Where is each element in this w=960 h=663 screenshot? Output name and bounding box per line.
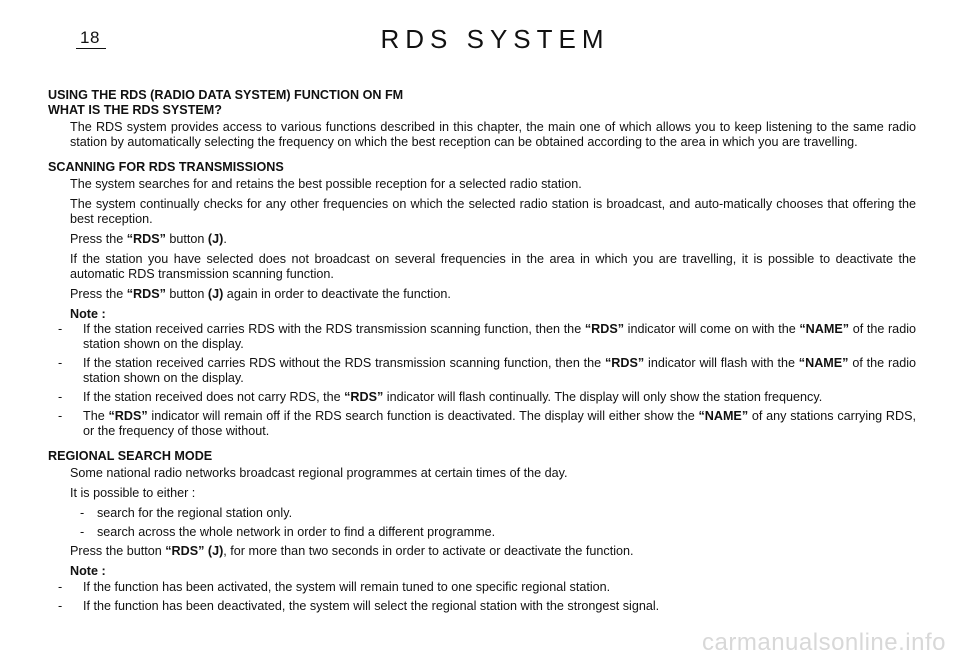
option-item <box>80 506 916 521</box>
option-item <box>80 525 916 540</box>
bullet-dash: - <box>58 390 63 404</box>
note-label: Note : <box>70 307 106 321</box>
bullet-dash: - <box>58 356 63 370</box>
regional-paragraph-1: Some national radio networks broadcast regional programmes at certain times of the day. <box>70 466 568 480</box>
text-run: indicator will flash continually. The display will only show the station frequency. <box>383 390 823 404</box>
text-run: . <box>223 232 227 246</box>
name-label: “NAME” <box>799 322 850 336</box>
note-text <box>83 322 916 352</box>
rds-label: “RDS” <box>584 322 625 336</box>
bullet-dash: - <box>80 525 85 539</box>
text-run: button <box>165 287 208 301</box>
text-run: Press the <box>70 287 127 301</box>
manual-content <box>48 88 916 618</box>
text-run: Press the <box>70 232 127 246</box>
option-text: search for the regional station only. <box>97 506 293 520</box>
regional-paragraph-3 <box>70 544 916 559</box>
text-run: Press the button <box>70 544 166 558</box>
note-text: If the function has been activated, the system will remain tuned to one specific regional station. <box>83 580 611 594</box>
scanning-paragraph-3 <box>70 232 916 247</box>
scanning-paragraph-4: If the station you have selected does not broadcast on several frequencies in the area in which you are travelling, it is possible to deactivate the automatic RDS transmission scanning function. <box>70 252 916 281</box>
watermark: carmanualsonline.info <box>702 629 946 656</box>
text-run: If the station received carries RDS with the RDS transmission scanning function, then the <box>83 322 585 336</box>
rds-button-label: “RDS” (J) <box>165 544 224 558</box>
note-item <box>58 390 916 405</box>
section-heading-regional: REGIONAL SEARCH MODE <box>48 449 213 463</box>
section-heading-scanning: SCANNING FOR RDS TRANSMISSIONS <box>48 160 284 174</box>
name-label: “NAME” <box>798 356 849 370</box>
button-j-label: (J) <box>207 232 224 246</box>
page-number: 18 <box>80 28 100 47</box>
note-text <box>83 356 916 386</box>
bullet-dash: - <box>58 409 63 423</box>
text-run: button <box>165 232 208 246</box>
scanning-paragraph-2: The system continually checks for any other frequencies on which the selected radio station is broadcast, and auto-matically chooses that offering the best reception. <box>70 197 916 226</box>
scanning-paragraph-1: The system searches for and retains the best possible reception for a selected radio station. <box>70 177 582 191</box>
section-heading-rds-usage: USING THE RDS (RADIO DATA SYSTEM) FUNCTION ON FM <box>48 88 404 102</box>
text-run: , for more than two seconds in order to activate or deactivate the function. <box>223 544 634 558</box>
bullet-dash: - <box>58 322 63 336</box>
name-label: “NAME” <box>698 409 749 423</box>
note-item <box>58 322 916 352</box>
button-j-label: (J) <box>207 287 224 301</box>
intro-paragraph: The RDS system provides access to various functions described in this chapter, the main one of which allows you to keep listening to the same radio station by automatically selecting the frequency on which the best reception can be obtained according to the area in which you are travelling. <box>70 120 916 149</box>
bullet-dash: - <box>80 506 85 520</box>
note-text: If the function has been deactivated, the system will select the regional station with the strongest signal. <box>83 599 660 613</box>
bullet-dash: - <box>58 599 63 613</box>
note-label: Note : <box>70 564 106 578</box>
scanning-paragraph-5 <box>70 287 916 302</box>
rds-label: “RDS” <box>108 409 148 423</box>
bullet-dash: - <box>58 580 63 594</box>
regional-paragraph-2: It is possible to either : <box>70 486 196 500</box>
text-run: The <box>83 409 109 423</box>
rds-label: “RDS” <box>605 356 645 370</box>
note-text <box>83 390 916 405</box>
page-title: RDS SYSTEM <box>380 24 610 54</box>
text-run: If the station received carries RDS without the RDS transmission scanning function, then the <box>83 356 605 370</box>
text-run: If the station received does not carry RDS, the <box>83 390 345 404</box>
note-item <box>58 580 916 595</box>
text-run: again in order to deactivate the function. <box>223 287 451 301</box>
text-run: indicator will remain off if the RDS search function is deactivated. The display will either show the <box>147 409 699 423</box>
text-run: of the radio station shown on the display. <box>83 356 917 385</box>
text-run: indicator will flash with the <box>644 356 799 370</box>
section-heading-what-is-rds: WHAT IS THE RDS SYSTEM? <box>48 103 222 117</box>
note-item <box>58 356 916 386</box>
option-text: search across the whole network in order to find a different programme. <box>97 525 496 539</box>
note-text <box>83 409 916 439</box>
rds-label: “RDS” <box>344 390 384 404</box>
text-run: indicator will come on with the <box>624 322 800 336</box>
note-item <box>58 599 916 614</box>
text-run: of any stations carrying RDS, or the frequency of those without. <box>83 409 916 438</box>
text-run: of the radio station shown on the display. <box>83 322 916 351</box>
rds-label: “RDS” <box>126 232 166 246</box>
rds-label: “RDS” <box>126 287 166 301</box>
note-item <box>58 409 916 439</box>
